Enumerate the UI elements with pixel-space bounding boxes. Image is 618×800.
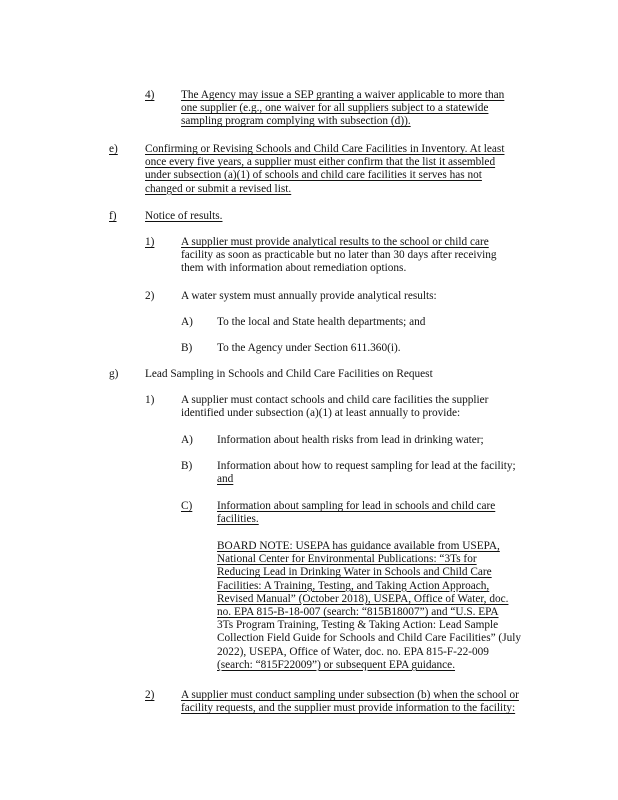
paragraph: Information about health risks from lead in drinking water; — [217, 434, 484, 446]
paragraph: Information about how to request sampling for lead at the facility; and — [217, 460, 516, 486]
item-marker: f) — [109, 210, 117, 222]
paragraph: To the Agency under Section 611.360(i). — [217, 342, 401, 354]
item-marker: e) — [109, 143, 118, 155]
paragraph: A water system must annually provide analytical results: — [181, 290, 437, 302]
paragraph: Information about sampling for lead in schools and child care facilities. — [217, 500, 496, 526]
item-marker: B) — [181, 460, 193, 472]
paragraph: A supplier must contact schools and child care facilities the supplier identified under subsection (a)(1) at least annually to provide: — [181, 394, 489, 420]
item-marker: 2) — [145, 689, 155, 701]
paragraph: A supplier must conduct sampling under subsection (b) when the school or facility requests, and the supplier must provide information to the facility: — [181, 689, 519, 715]
paragraph: Confirming or Revising Schools and Child Care Facilities in Inventory. At least once every five years, a supplier must either confirm that the list it assembled under subsection (a)(1) of schools and child care facilities it serves has not changed or submit a revised list. — [145, 143, 505, 195]
paragraph: A supplier must provide analytical results to the school or child care facility as soon as practicable but no later than 30 days after receiving them with information about remediation options. — [181, 236, 497, 275]
item-marker: g) — [109, 368, 119, 380]
item-marker: 1) — [145, 236, 155, 248]
board-note: BOARD NOTE: USEPA has guidance available from USEPA, National Center for Environmental Publications: “3Ts for Reducing Lead in Drinking Water in Schools and Child Care Facilities: A Training, Testing, and Taking Action Approach, Revised Manual” (October 2018), USEPA, Office of Water, doc. no. EPA 815-B-18-007 (search: “815B18007”) and “U.S. EPA 3Ts Program Training, Testing & Taking Action: Lead Sample Collection Field Guide for Schools and Child Care Facilities” (July 2022), USEPA, Office of Water, doc. no. EPA 815-F-22-009 (search: “815F22009”) or subsequent EPA guidance. — [217, 540, 522, 671]
section-heading: Lead Sampling in Schools and Child Care Facilities on Request — [145, 368, 433, 380]
item-marker: 4) — [145, 89, 155, 101]
paragraph: The Agency may issue a SEP granting a waiver applicable to more than one supplier (e.g., one waiver for all suppliers subject to a statewide sampling program complying with subsection (d)). — [181, 89, 505, 128]
item-marker: A) — [181, 434, 193, 446]
item-marker: A) — [181, 316, 193, 328]
item-marker: C) — [181, 500, 193, 512]
paragraph: To the local and State health departments; and — [217, 316, 426, 328]
item-marker: 2) — [145, 290, 155, 302]
item-marker: B) — [181, 342, 193, 354]
item-marker: 1) — [145, 394, 155, 406]
section-heading: Notice of results. — [145, 210, 223, 222]
